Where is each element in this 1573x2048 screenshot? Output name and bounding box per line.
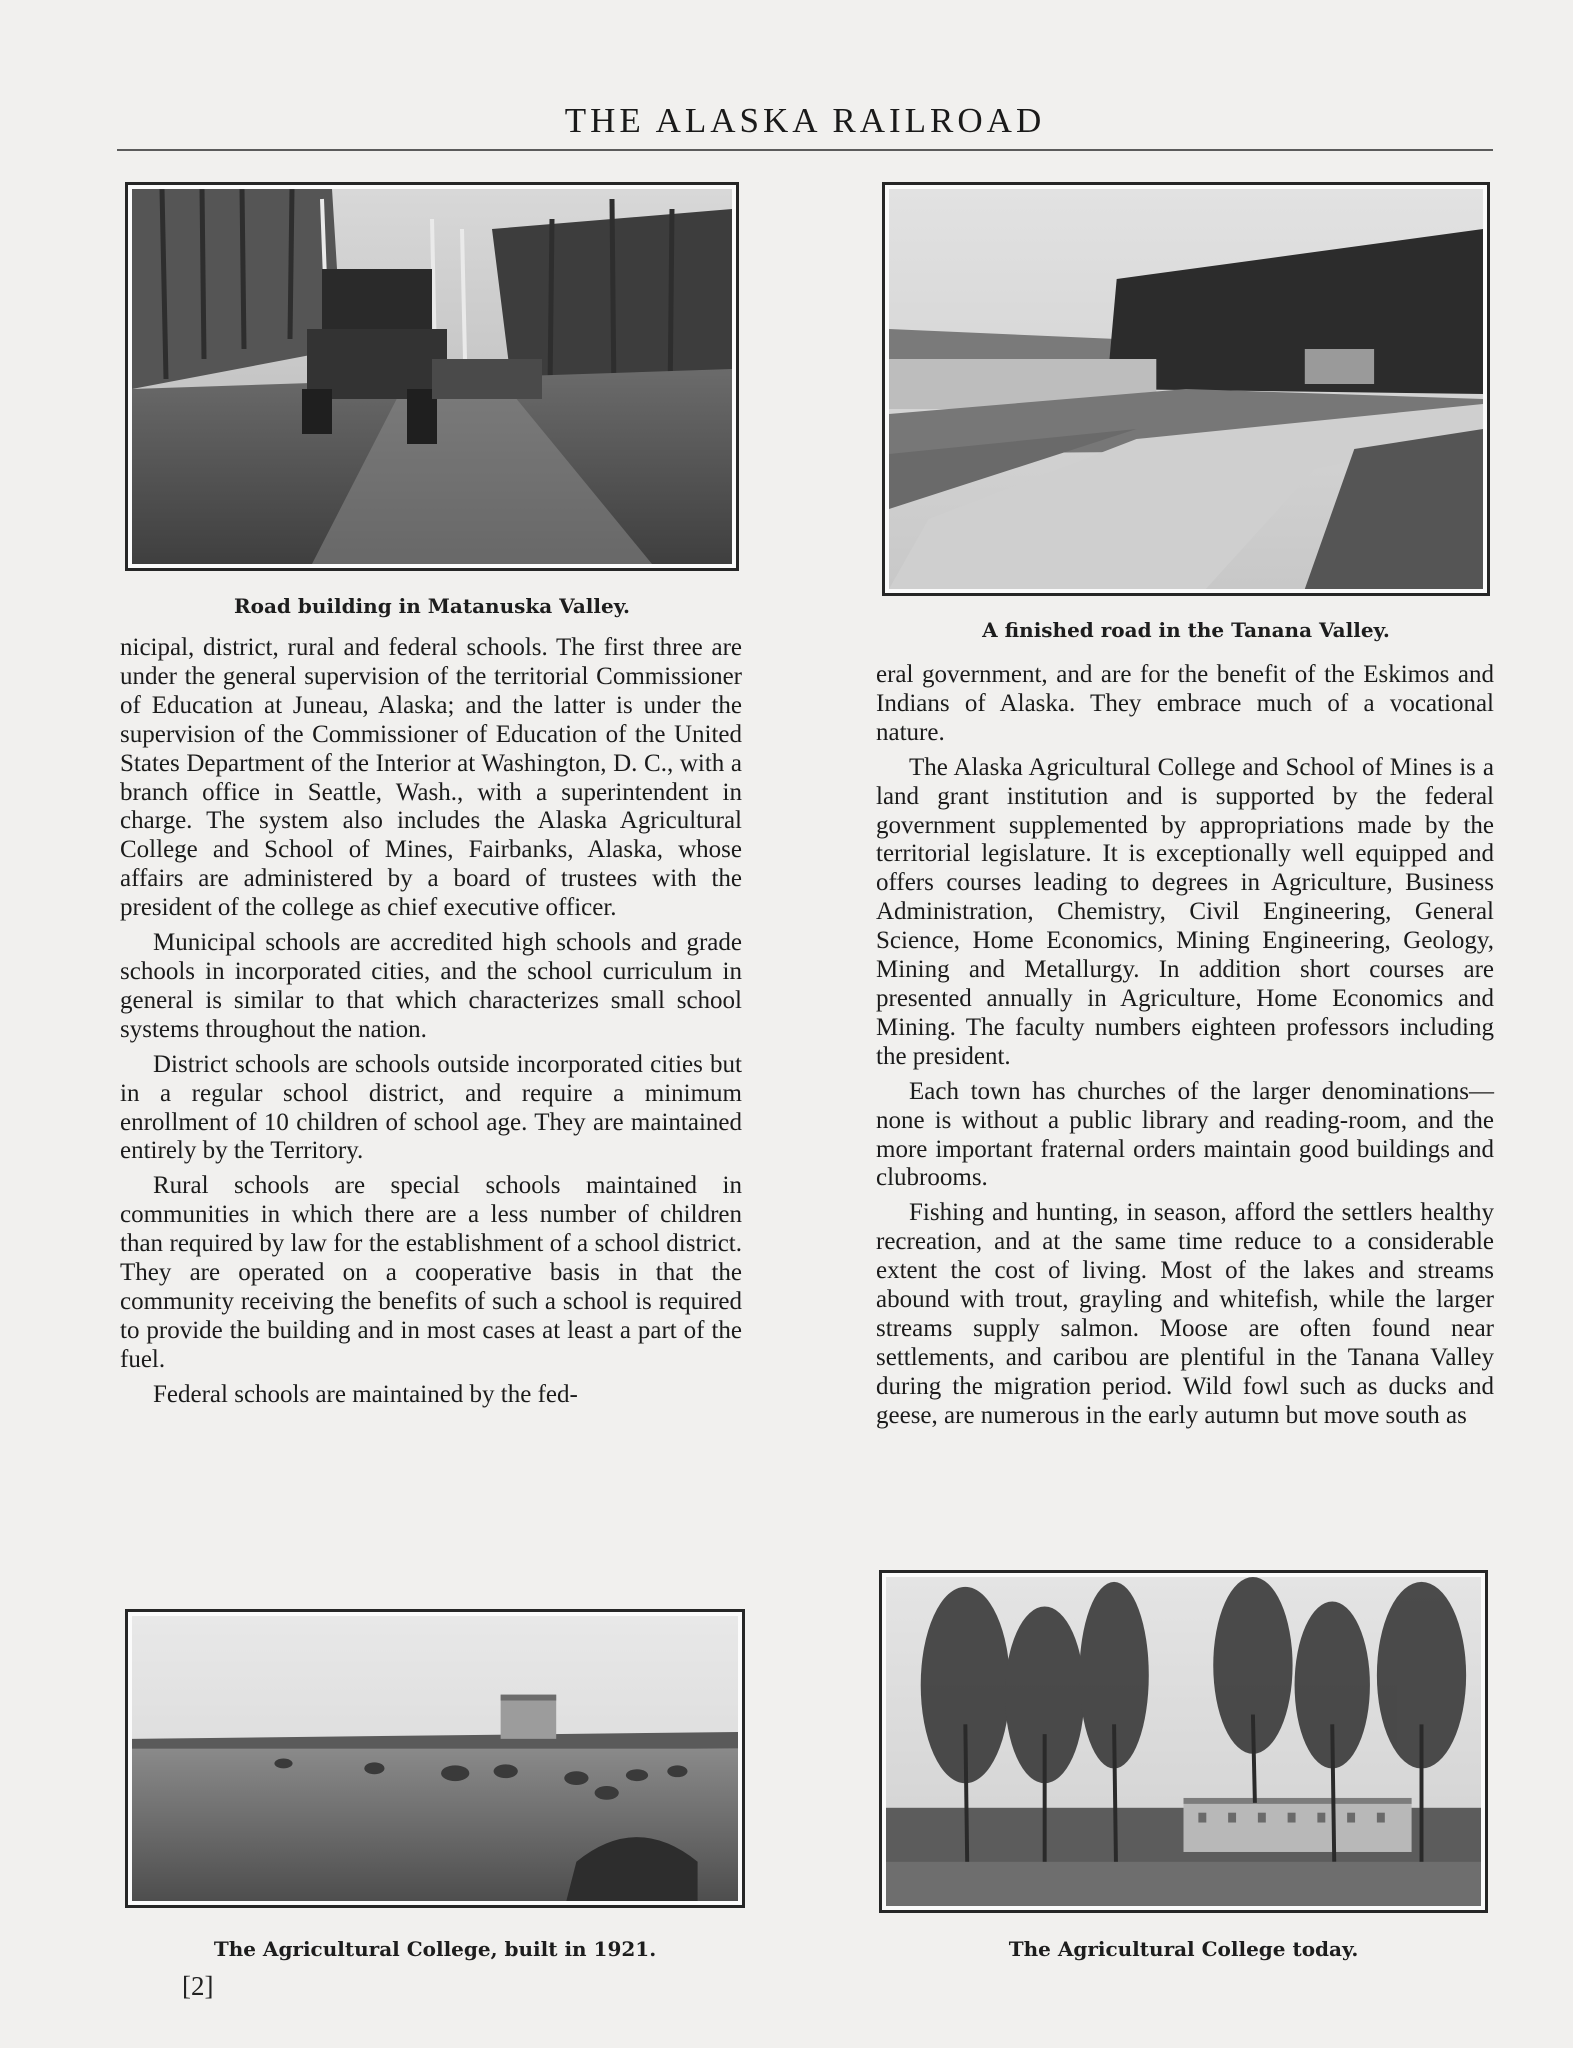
photo-finished-road xyxy=(882,182,1490,596)
right-paragraph: eral government, and are for the benefit of the Eskimos and Indians of Alaska. They embrace much of a vocational nature. xyxy=(876,661,1494,746)
photo-college-today-image xyxy=(886,1577,1481,1906)
left-paragraph: Federal schools are maintained by the fed- xyxy=(153,1380,578,1408)
photo-road-building xyxy=(125,182,739,571)
left-paragraph: nicipal, district, rural and federal schools. The first three are under the general supervision of the territorial Commissioner of Education at Juneau, Alaska; and the latter is under the supervision of the Commissioner of Education of the United States Department of the Interior at Washington, D. C., with a branch office in Seattle, Wash., with a superintendent in charge. The system also includes the Alaska Agricultural College and School of Mines, Fairbanks, Alaska, whose affairs are administered by a board of trustees with the president of the college as chief executive officer. xyxy=(120,634,742,922)
left-paragraph: Rural schools are special schools maintained in communities in which there are a less number of children than required by law for the establishment of a school district. They are operated on a cooperative basis in that the community receiving the benefits of such a school is required to provide the building and in most cases at least a part of the fuel. xyxy=(120,1172,742,1373)
caption-finished-road: A finished road in the Tanana Valley. xyxy=(982,618,1390,642)
photo-college-1921 xyxy=(125,1609,745,1908)
right-paragraph: Fishing and hunting, in season, afford the settlers healthy recreation, and at the same time reduce to a considerable extent the cost of living. Most of the lakes and streams abound with trout, grayling and whitefish, while the larger streams supply salmon. Moose are often found near settlements, and caribou are plentiful in the Tanana Valley during the migration period. Wild fowl such as ducks and geese, are numerous in the early autumn but move south as xyxy=(876,1199,1494,1429)
photo-road-building-image xyxy=(132,189,732,564)
running-header: THE ALASKA RAILROAD xyxy=(564,101,1046,140)
photo-college-today xyxy=(879,1570,1488,1913)
right-column xyxy=(876,661,1494,1437)
left-paragraph: District schools are schools outside incorporated cities but in a regular school district, and require a minimum enrollment of 10 children of school age. They are maintained entirely by the Territory. xyxy=(120,1050,742,1165)
right-paragraph: Each town has churches of the larger denominations—none is without a public library and reading-room, and the more important fraternal orders maintain good buildings and clubrooms. xyxy=(876,1077,1494,1192)
page-number: [2] xyxy=(182,1971,214,2001)
photo-finished-road-image xyxy=(889,189,1483,589)
caption-college-1921: The Agricultural College, built in 1921. xyxy=(213,1937,657,1961)
caption-college-today: The Agricultural College today. xyxy=(1008,1937,1359,1961)
caption-road-building: Road building in Matanuska Valley. xyxy=(233,594,631,618)
photo-college-1921-image xyxy=(132,1616,738,1901)
left-column xyxy=(120,634,742,1416)
header-rule xyxy=(117,149,1493,151)
right-paragraph: The Alaska Agricultural College and School of Mines is a land grant institution and is supported by the federal government supplemented by appropriations made by the territorial legislature. It is exceptionally well equipped and offers courses leading to degrees in Agriculture, Business Administration, Chemistry, Civil Engineering, General Science, Home Economics, Mining Engineering, Geology, Mining and Metallurgy. In addition short courses are presented annually in Agriculture, Home Economics and Mining. The faculty numbers eighteen professors including the president. xyxy=(876,753,1494,1070)
left-paragraph: Municipal schools are accredited high schools and grade schools in incorporated cities, and the school curriculum in general is similar to that which characterizes small school systems throughout the nation. xyxy=(120,929,742,1043)
